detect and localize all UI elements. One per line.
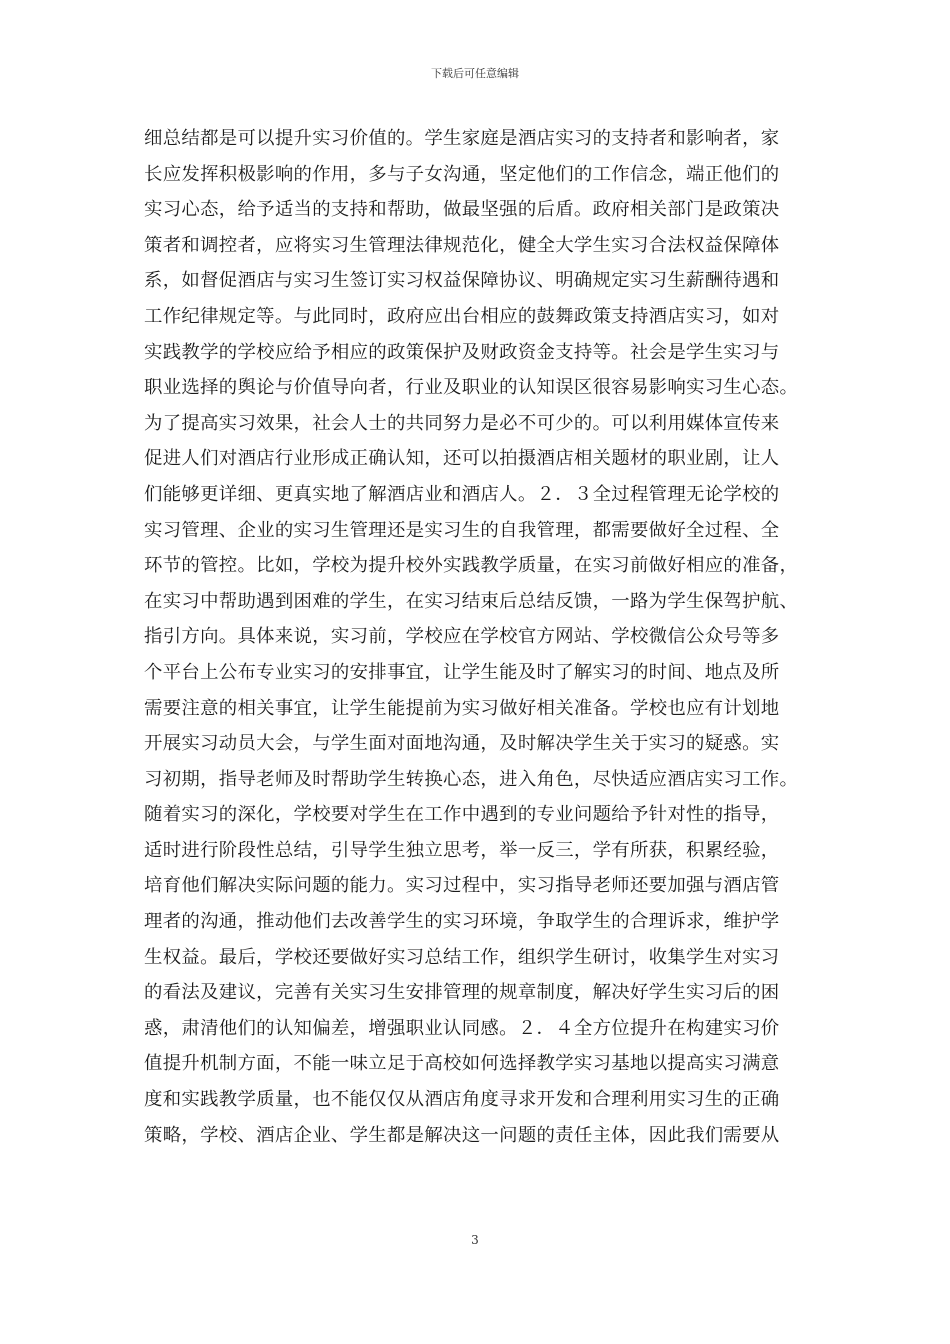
text-line: 生权益。最后，学校还要做好实习总结工作，组织学生研讨，收集学生对实习: [144, 946, 780, 968]
text-line: 细总结都是可以提升实习价值的。学生家庭是酒店实习的支持者和影响者，家: [144, 128, 780, 149]
text-line: 随着实习的深化，学校要对学生在工作中遇到的专业问题给予针对性的指导，: [144, 804, 780, 826]
text-line: 实习管理、企业的实习生管理还是实习生的自我管理，都需要做好全过程、全: [144, 519, 780, 541]
text-line: 适时进行阶段性总结，引导学生独立思考，举一反三，学有所获，积累经验，: [144, 839, 780, 861]
text-line: 度和实践教学质量，也不能仅仅从酒店角度寻求开发和合理利用实习生的正确: [144, 1089, 780, 1111]
text-line: 习初期，指导老师及时帮助学生转换心态，进入角色，尽快适应酒店实习工作。: [144, 768, 799, 790]
text-line: 实习心态，给予适当的支持和帮助，做最坚强的后盾。政府相关部门是政策决: [144, 199, 780, 221]
text-line: 职业选择的舆论与价值导向者，行业及职业的认知误区很容易影响实习生心态。: [144, 377, 799, 399]
text-line: 策略，学校、酒店企业、学生都是解决这一问题的责任主体，因此我们需要从: [144, 1124, 780, 1146]
text-line: 的看法及建议，完善有关实习生安排管理的规章制度，解决好学生实习后的困: [144, 982, 780, 1004]
text-line: 策者和调控者，应将实习生管理法律规范化，健全大学生实习合法权益保障体: [144, 234, 780, 256]
text-line: 促进人们对酒店行业形成正确认知，还可以拍摄酒店相关题材的职业剧，让人: [144, 448, 780, 470]
text-line: 工作纪律规定等。与此同时，政府应出台相应的鼓舞政策支持酒店实习，如对: [144, 305, 780, 327]
text-line: 需要注意的相关事宜，让学生能提前为实习做好相关准备。学校也应有计划地: [144, 697, 780, 719]
body-text: [144, 121, 806, 1153]
text-line: 环节的管控。比如，学校为提升校外实践教学质量，在实习前做好相应的准备，: [144, 555, 799, 577]
text-line: 惑，肃清他们的认知偏差，增强职业认同感。２．４全方位提升在构建实习价: [144, 1017, 780, 1039]
text-line: 开展实习动员大会，与学生面对面地沟通，及时解决学生关于实习的疑惑。实: [144, 733, 780, 755]
text-line: 系，如督促酒店与实习生签订实习权益保障协议、明确规定实习生薪酬待遇和: [144, 270, 780, 292]
text-line: 们能够更详细、更真实地了解酒店业和酒店人。２．３全过程管理无论学校的: [144, 483, 780, 505]
text-line: 为了提高实习效果，社会人士的共同努力是必不可少的。可以利用媒体宣传来: [144, 412, 780, 434]
text-line: 理者的沟通，推动他们去改善学生的实习环境，争取学生的合理诉求，维护学: [144, 911, 780, 933]
text-line: 长应发挥积极影响的作用，多与子女沟通，坚定他们的工作信念，端正他们的: [144, 163, 780, 185]
text-line: 在实习中帮助遇到困难的学生，在实习结束后总结反馈，一路为学生保驾护航、: [144, 590, 799, 612]
text-line: 培育他们解决实际问题的能力。实习过程中，实习指导老师还要加强与酒店管: [144, 875, 780, 897]
text-line: 个平台上公布专业实习的安排事宜，让学生能及时了解实习的时间、地点及所: [144, 661, 780, 683]
text-line: 实践教学的学校应给予相应的政策保护及财政资金支持等。社会是学生实习与: [144, 341, 780, 363]
page-header: 下载后可任意编辑: [431, 67, 519, 80]
page-number: 3: [471, 1233, 479, 1247]
text-line: 值提升机制方面，不能一味立足于高校如何选择教学实习基地以提高实习满意: [144, 1053, 780, 1075]
text-line: 指引方向。具体来说，实习前，学校应在学校官方网站、学校微信公众号等多: [144, 626, 780, 648]
